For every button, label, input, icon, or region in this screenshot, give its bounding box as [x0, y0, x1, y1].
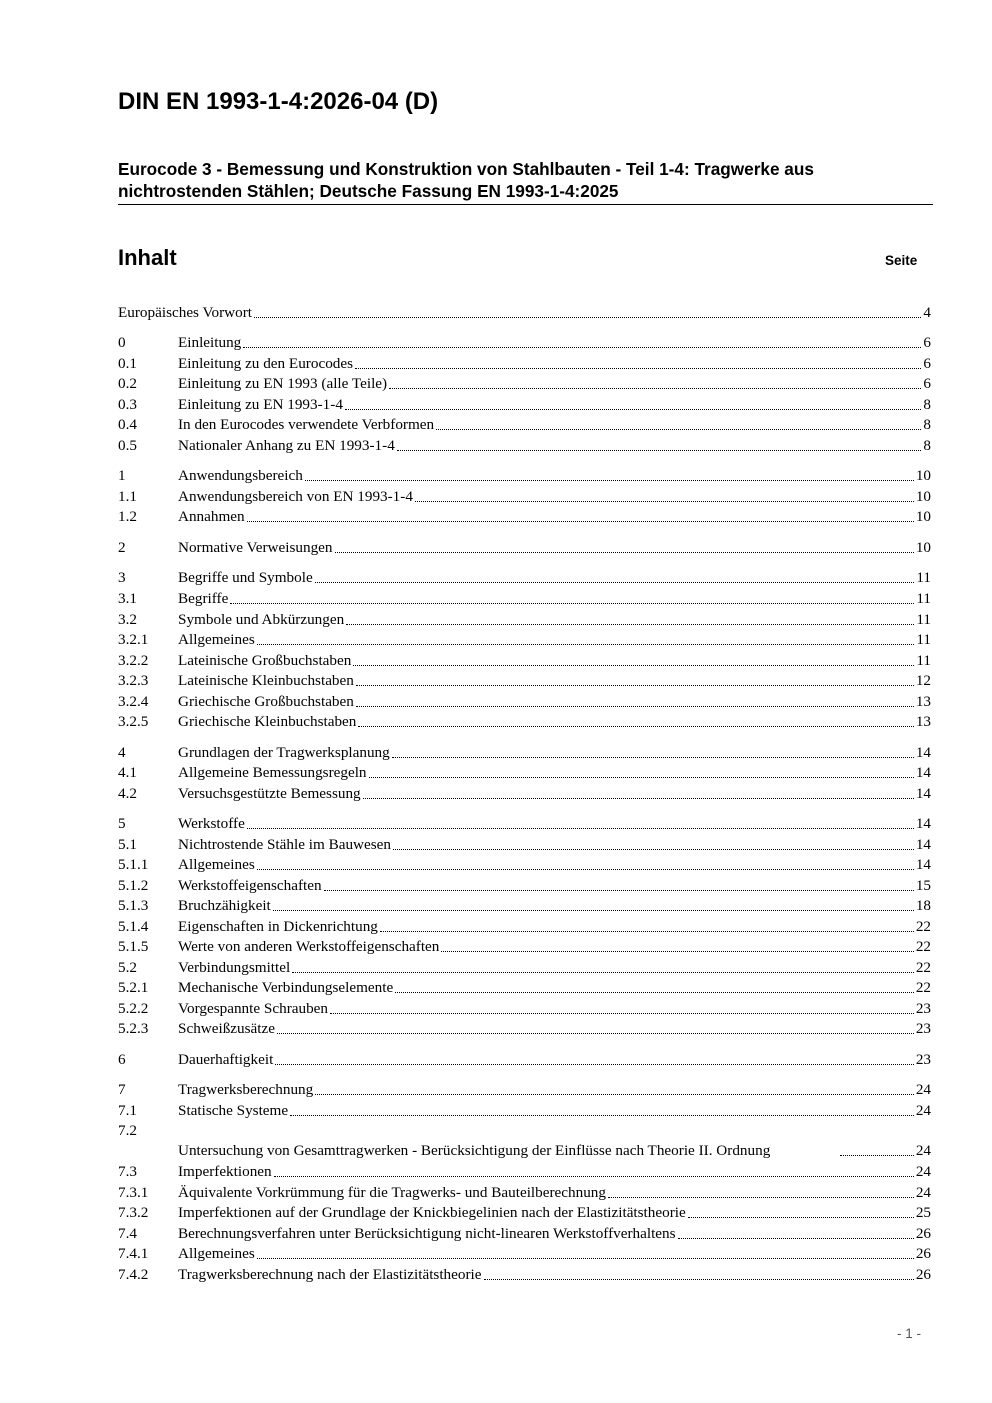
page-number: - 1 - [897, 1326, 922, 1341]
toc-entry-page: 23 [915, 1051, 931, 1068]
toc-entry-page: 14 [915, 744, 931, 761]
toc-dot-leader [292, 972, 914, 973]
toc-dot-leader [346, 624, 914, 625]
toc-entry-title: Mechanische Verbindungselemente [178, 979, 394, 996]
toc-entry-number: 7.4.2 [118, 1266, 149, 1283]
toc-entry[interactable] [118, 743, 931, 763]
toc-dot-leader [363, 798, 914, 799]
toc-dot-leader [393, 849, 914, 850]
toc-entry[interactable] [118, 436, 931, 456]
toc-entry-title: Anwendungsbereich [178, 467, 303, 484]
toc-entry-title: Versuchsgestützte Bemessung [178, 785, 361, 802]
toc-entry-page: 24 [915, 1163, 931, 1180]
toc-entry-title: Verbindungsmittel [178, 959, 291, 976]
toc-entry-page: 14 [915, 856, 931, 873]
toc-dot-leader [353, 665, 914, 666]
toc-entry-title: Annahmen [178, 508, 245, 525]
toc-entry-number: 3 [118, 569, 126, 586]
toc-entry-page: 13 [915, 713, 931, 730]
toc-entry-page: 22 [915, 938, 931, 955]
toc-entry-number: 0.1 [118, 355, 137, 372]
toc-entry[interactable] [118, 1019, 931, 1039]
toc-entry-title: Begriffe [178, 590, 229, 607]
toc-entry-title: Allgemeines [178, 1245, 255, 1262]
toc-entry-number: 3.1 [118, 590, 137, 607]
toc-dot-leader [678, 1238, 914, 1239]
toc-entry[interactable] [118, 1203, 931, 1223]
toc-entry[interactable] [118, 651, 931, 671]
toc-entry-page: 26 [915, 1225, 931, 1242]
toc-dot-leader [345, 409, 921, 410]
toc-entry[interactable] [118, 712, 931, 732]
toc-dot-leader [395, 992, 914, 993]
toc-dot-leader [315, 582, 915, 583]
toc-entry-number: 6 [118, 1051, 126, 1068]
toc-entry[interactable] [118, 1183, 931, 1203]
toc-entry-title: Imperfektionen [178, 1163, 272, 1180]
toc-dot-leader [389, 388, 921, 389]
toc-entry[interactable] [118, 999, 931, 1019]
toc-entry[interactable] [118, 958, 931, 978]
toc-entry-title: Einleitung zu EN 1993 (alle Teile) [178, 375, 388, 392]
toc-entry[interactable] [118, 589, 931, 609]
toc-dot-leader [247, 521, 914, 522]
toc-entry[interactable] [118, 354, 931, 374]
toc-entry[interactable] [118, 1265, 931, 1285]
toc-entry-page: 10 [915, 467, 931, 484]
toc-entry-number: 3.2.4 [118, 693, 149, 710]
toc-entry[interactable] [118, 374, 931, 394]
toc-entry-number: 4 [118, 744, 126, 761]
toc-entry-title: Symbole und Abkürzungen [178, 611, 345, 628]
toc-entry-number: 5.1 [118, 836, 137, 853]
toc-entry-number: 3.2.5 [118, 713, 149, 730]
toc-entry-title: Allgemeine Bemessungsregeln [178, 764, 367, 781]
page-column-label: Seite [885, 253, 918, 268]
toc-entry-page: 4 [923, 304, 931, 321]
toc-entry-page: 11 [916, 631, 931, 648]
toc-dot-leader [356, 706, 914, 707]
toc-entry-number: 7.2 [118, 1122, 137, 1139]
toc-dot-leader [358, 726, 913, 727]
toc-entry-page: 18 [915, 897, 931, 914]
toc-entry[interactable] [118, 395, 931, 415]
document-subtitle: Eurocode 3 - Bemessung und Konstruktion von Stahlbauten - Teil 1-4: Tragwerke aus nichtrostenden Stählen; Deutsche Fassung EN 1993-1-4:2025 [118, 159, 814, 201]
toc-entry-page: 22 [915, 959, 931, 976]
toc-dot-leader [840, 1155, 914, 1156]
toc-entry-number: 3.2.1 [118, 631, 149, 648]
toc-entry-page: 26 [915, 1266, 931, 1283]
toc-entry[interactable] [118, 1121, 931, 1161]
toc-entry-number: 1.1 [118, 488, 137, 505]
toc-entry-number: 5.2 [118, 959, 137, 976]
toc-entry-number: 5.1.2 [118, 877, 149, 894]
toc-entry-number: 7.3.1 [118, 1184, 149, 1201]
toc-dot-leader [275, 1064, 914, 1065]
toc-dot-leader [305, 480, 914, 481]
toc-dot-leader [254, 317, 921, 318]
toc-entry-title: Griechische Kleinbuchstaben [178, 713, 357, 730]
toc-entry-page: 6 [923, 355, 931, 372]
toc-dot-leader [230, 603, 914, 604]
toc-entry[interactable] [118, 630, 931, 650]
toc-dot-leader [290, 1115, 914, 1116]
toc-entry[interactable] [118, 692, 931, 712]
toc-entry[interactable] [118, 610, 931, 630]
toc-entry[interactable] [118, 1224, 931, 1244]
toc-entry-number: 5.2.2 [118, 1000, 149, 1017]
toc-entry[interactable] [118, 538, 931, 558]
toc-entry[interactable] [118, 303, 931, 323]
toc-entry-page: 14 [915, 785, 931, 802]
toc-entry[interactable] [118, 978, 931, 998]
toc-entry-number: 3.2.2 [118, 652, 149, 669]
toc-entry[interactable] [118, 784, 931, 804]
toc-entry-title: Dauerhaftigkeit [178, 1051, 274, 1068]
toc-entry-page: 6 [923, 375, 931, 392]
toc-entry-title: Nationaler Anhang zu EN 1993-1-4 [178, 437, 395, 454]
toc-entry-page: 12 [915, 672, 931, 689]
toc-entry-title: Tragwerksberechnung nach der Elastizitätstheorie [178, 1266, 482, 1283]
subtitle-divider [118, 204, 933, 205]
toc-entry-number: 3.2.3 [118, 672, 149, 689]
toc-entry-page: 14 [915, 836, 931, 853]
toc-dot-leader [392, 757, 914, 758]
toc-entry-page: 22 [915, 979, 931, 996]
toc-entry-number: 5.1.1 [118, 856, 149, 873]
toc-entry-title: Eigenschaften in Dickenrichtung [178, 918, 378, 935]
toc-entry-title: Werkstoffeigenschaften [178, 877, 322, 894]
toc-dot-leader [315, 1094, 914, 1095]
toc-entry-page: 14 [915, 815, 931, 832]
toc-entry-number: 7.4 [118, 1225, 137, 1242]
toc-entry-number: 7.3 [118, 1163, 137, 1180]
toc-entry-page: 22 [915, 918, 931, 935]
toc-dot-leader [257, 869, 914, 870]
toc-entry-page: 8 [923, 437, 931, 454]
toc-entry-title: Einleitung [178, 334, 242, 351]
toc-entry[interactable] [118, 568, 931, 588]
toc-entry-title: Untersuchung von Gesamttragwerken - Berücksichtigung der Einflüsse nach Theorie II. Ordnung [178, 1142, 771, 1159]
toc-entry[interactable] [118, 487, 931, 507]
toc-entry-title: Werkstoffe [178, 815, 245, 832]
toc-entry-number: 5.2.3 [118, 1020, 149, 1037]
toc-entry-title: Anwendungsbereich von EN 1993-1-4 [178, 488, 413, 505]
toc-entry-title: Allgemeines [178, 856, 255, 873]
toc-entry-number: 7.1 [118, 1102, 137, 1119]
toc-entry[interactable] [118, 917, 931, 937]
toc-entry-page: 25 [915, 1204, 931, 1221]
toc-entry-page: 24 [915, 1102, 931, 1119]
toc-entry-title: Grundlagen der Tragwerksplanung [178, 744, 390, 761]
toc-entry[interactable] [118, 1101, 931, 1121]
toc-entry[interactable] [118, 855, 931, 875]
toc-entry-number: 5.1.4 [118, 918, 149, 935]
toc-dot-leader [380, 931, 914, 932]
toc-entry-title: Äquivalente Vorkrümmung für die Tragwerks- und Bauteilberechnung [178, 1184, 606, 1201]
toc-entry-page: 11 [916, 569, 931, 586]
toc-entry-number: 1 [118, 467, 126, 484]
toc-entry-title: Griechische Großbuchstaben [178, 693, 354, 710]
toc-entry-number: 2 [118, 539, 126, 556]
toc-entry-page: 23 [915, 1020, 931, 1037]
toc-entry-page: 8 [923, 396, 931, 413]
toc-dot-leader [355, 368, 921, 369]
toc-entry-number: 5 [118, 815, 126, 832]
toc-entry[interactable] [118, 763, 931, 783]
toc-entry-page: 11 [916, 652, 931, 669]
toc-entry-page: 10 [915, 539, 931, 556]
toc-dot-leader [484, 1279, 914, 1280]
toc-entry-number: 7.4.1 [118, 1245, 149, 1262]
toc-entry-page: 10 [915, 488, 931, 505]
toc-entry-title: Begriffe und Symbole [178, 569, 313, 586]
toc-dot-leader [243, 347, 921, 348]
toc-dot-leader [415, 501, 914, 502]
toc-entry-title: Lateinische Kleinbuchstaben [178, 672, 354, 689]
toc-entry-number: 5.1.5 [118, 938, 149, 955]
toc-entry-number: 5.2.1 [118, 979, 149, 996]
toc-entry[interactable] [118, 466, 931, 486]
toc-entry-page: 6 [923, 334, 931, 351]
toc-entry[interactable] [118, 1162, 931, 1182]
toc-entry-title: Einleitung zu den Eurocodes [178, 355, 354, 372]
toc-dot-leader [247, 828, 914, 829]
toc-entry-page: 24 [915, 1081, 931, 1098]
toc-entry[interactable] [118, 814, 931, 834]
toc-entry[interactable] [118, 1050, 931, 1070]
toc-entry-number: 1.2 [118, 508, 137, 525]
toc-entry[interactable] [118, 507, 931, 527]
toc-dot-leader [608, 1197, 914, 1198]
toc-dot-leader [257, 644, 915, 645]
toc-dot-leader [369, 777, 914, 778]
toc-entry-page: 15 [915, 877, 931, 894]
toc-entry[interactable] [118, 671, 931, 691]
toc-entry-title: Bruchzähigkeit [178, 897, 271, 914]
toc-dot-leader [436, 429, 921, 430]
toc-entry-title: Normative Verweisungen [178, 539, 333, 556]
toc-entry[interactable] [118, 415, 931, 435]
toc-entry-page: 10 [915, 508, 931, 525]
toc-entry-page: 11 [916, 611, 931, 628]
toc-entry-page: 11 [916, 590, 931, 607]
toc-dot-leader [688, 1217, 914, 1218]
toc-dot-leader [324, 890, 914, 891]
toc-entry-title: Einleitung zu EN 1993-1-4 [178, 396, 343, 413]
toc-entry-title: Statische Systeme [178, 1102, 289, 1119]
toc-entry-page: 23 [915, 1000, 931, 1017]
toc-entry-page: 14 [915, 764, 931, 781]
toc-entry-title: Schweißzusätze [178, 1020, 275, 1037]
toc-entry-page: 24 [915, 1142, 931, 1159]
toc-entry-number: 4.2 [118, 785, 137, 802]
toc-entry-number: 0.3 [118, 396, 137, 413]
toc-entry-page: 8 [923, 416, 931, 433]
toc-entry-title: Werte von anderen Werkstoffeigenschaften [178, 938, 440, 955]
toc-entry-page: 24 [915, 1184, 931, 1201]
toc-dot-leader [277, 1033, 914, 1034]
toc-entry[interactable] [118, 937, 931, 957]
toc-entry-number: 0.4 [118, 416, 137, 433]
toc-entry-page: 13 [915, 693, 931, 710]
toc-entry[interactable] [118, 1080, 931, 1100]
toc-dot-leader [441, 951, 913, 952]
toc-dot-leader [397, 450, 922, 451]
toc-entry-title: In den Eurocodes verwendete Verbformen [178, 416, 435, 433]
toc-entry-number: 0.5 [118, 437, 137, 454]
toc-entry[interactable] [118, 333, 931, 353]
toc-entry-number: 0.2 [118, 375, 137, 392]
toc-dot-leader [330, 1013, 914, 1014]
toc-entry-number: 7.3.2 [118, 1204, 149, 1221]
toc-entry-title: Nichtrostende Stähle im Bauwesen [178, 836, 391, 853]
toc-entry-title: Imperfektionen auf der Grundlage der Knickbiegelinien nach der Elastizitätstheorie [178, 1204, 686, 1221]
toc-dot-leader [273, 910, 914, 911]
toc-dot-leader [274, 1176, 914, 1177]
document-title: DIN EN 1993-1-4:2026-04 (D) [118, 88, 439, 115]
toc-entry[interactable] [118, 876, 931, 896]
toc-dot-leader [356, 685, 914, 686]
toc-entry[interactable] [118, 896, 931, 916]
toc-entry-number: 3.2 [118, 611, 137, 628]
toc-entry-title: Vorgespannte Schrauben [178, 1000, 329, 1017]
toc-dot-leader [257, 1258, 914, 1259]
toc-entry[interactable] [118, 835, 931, 855]
toc-dot-leader [335, 552, 914, 553]
toc-entry-title: Tragwerksberechnung [178, 1081, 314, 1098]
toc-entry-number: 0 [118, 334, 126, 351]
toc-entry-number: 4.1 [118, 764, 137, 781]
toc-entry-title: Europäisches Vorwort [118, 304, 252, 321]
toc-entry-page: 26 [915, 1245, 931, 1262]
toc-entry-title: Allgemeines [178, 631, 255, 648]
toc-entry-number: 5.1.3 [118, 897, 149, 914]
toc-entry[interactable] [118, 1244, 931, 1264]
toc-entry-title: Lateinische Großbuchstaben [178, 652, 352, 669]
toc-heading: Inhalt [118, 245, 177, 270]
toc-entry-title: Berechnungsverfahren unter Berücksichtigung nicht-linearen Werkstoffverhaltens [178, 1225, 676, 1242]
toc-entry-number: 7 [118, 1081, 126, 1098]
